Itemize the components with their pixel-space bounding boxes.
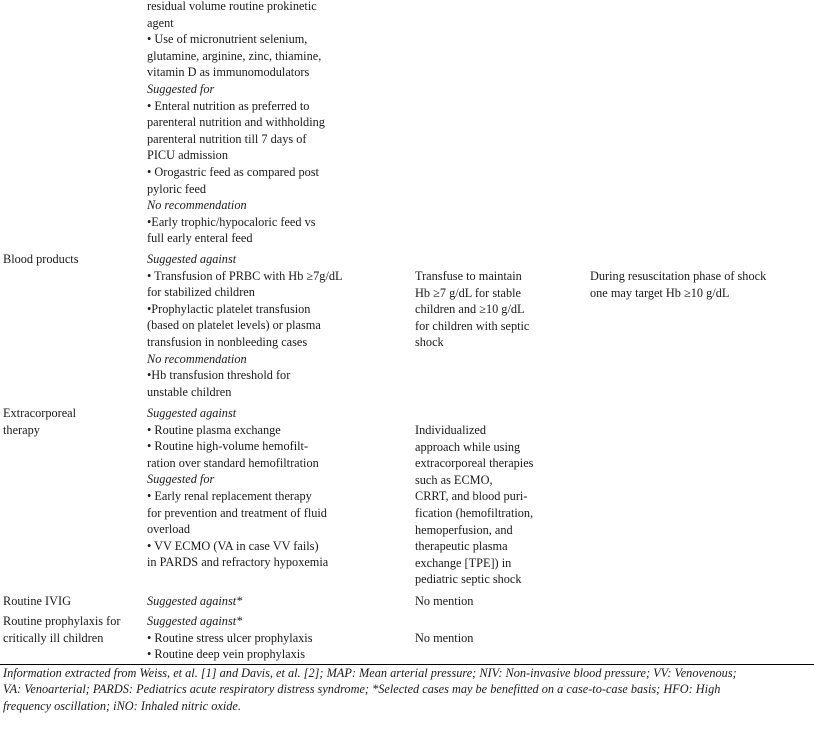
cell-line: (based on platelet levels) or plasma xyxy=(147,318,321,333)
row-extracorporeal-recommendations xyxy=(147,405,369,571)
cell-line: overload xyxy=(147,522,191,537)
cell-line: fication (hemofiltration, xyxy=(415,505,534,520)
cell-line: such as ECMO, xyxy=(415,472,493,487)
cell-line: for children with septic xyxy=(415,318,530,333)
cell-line: •Hb transfusion threshold for xyxy=(147,368,291,383)
cell-line: Extracorporeal xyxy=(3,406,77,420)
cell-line: • VV ECMO (VA in case VV fails) xyxy=(147,538,319,553)
cell-line: • Use of micronutrient selenium, xyxy=(147,32,308,47)
cell-line: pediatric septic shock xyxy=(415,572,522,587)
cell-line: therapy xyxy=(3,422,40,437)
cell-line: vitamin D as immunomodulators xyxy=(147,65,310,80)
cell-line: Suggested against* xyxy=(147,614,243,628)
cell-line: No mention xyxy=(415,630,474,645)
cell-line: Blood products xyxy=(3,252,79,266)
row-blood-products-recommendations xyxy=(147,251,369,400)
cell-line: • Routine deep vein prophylaxis xyxy=(147,647,305,662)
cell-line: ration over standard hemofiltration xyxy=(147,455,319,470)
cell-line: agent xyxy=(147,15,174,30)
cell-line: Suggested against xyxy=(147,252,237,266)
cell-line: Suggested for xyxy=(147,81,215,96)
cell-line: Transfuse to maintain xyxy=(415,269,522,283)
cell-line: pyloric feed xyxy=(147,181,207,196)
cell-line: parenteral nutrition and withholding xyxy=(147,115,325,130)
cell-line: therapeutic plasma xyxy=(415,539,508,554)
cell-line: • Enteral nutrition as preferred to xyxy=(147,98,310,113)
cell-line: • Early renal replacement therapy xyxy=(147,488,312,503)
row-blood-products-category xyxy=(3,251,143,268)
cell-line: shock xyxy=(415,335,444,350)
row-prophylaxis-category xyxy=(3,613,143,646)
cell-line: full early enteral feed xyxy=(147,231,253,246)
cell-line: critically ill children xyxy=(3,630,104,645)
cell-line: • Transfusion of PRBC with Hb ≥7g/dL xyxy=(147,268,343,283)
footnote-line: frequency oscillation; iNO: Inhaled nitric oxide. xyxy=(3,698,241,713)
cell-line: one may target Hb ≥10 g/dL xyxy=(590,285,730,300)
table-footnote xyxy=(3,665,811,714)
row-prophylaxis-col3 xyxy=(415,613,575,646)
cell-line: approach while using xyxy=(415,439,521,454)
cell-line: glutamine, arginine, zinc, thiamine, xyxy=(147,48,322,63)
row-prophylaxis-recommendations xyxy=(147,613,369,663)
row-ivig-col3 xyxy=(415,593,575,610)
cell-line: PICU admission xyxy=(147,148,228,163)
cell-line: Suggested against* xyxy=(147,594,243,608)
cell-line: residual volume routine prokinetic xyxy=(147,0,317,13)
cell-line: transfusion in nonbleeding cases xyxy=(147,334,308,349)
cell-line: for prevention and treatment of fluid xyxy=(147,505,327,520)
cell-line: During resuscitation phase of shock xyxy=(590,269,767,283)
cell-line: •Prophylactic platelet transfusion xyxy=(147,301,311,316)
cell-line: parenteral nutrition till 7 days of xyxy=(147,131,307,146)
cell-line: • Routine high-volume hemofilt- xyxy=(147,439,309,454)
cell-line: Hb ≥7 g/dL for stable xyxy=(415,285,522,300)
cell-line: Individualized xyxy=(415,423,487,437)
row-blood-products-col4 xyxy=(590,268,812,301)
cell-line: unstable children xyxy=(147,384,232,399)
cell-line: hemoperfusion, and xyxy=(415,522,513,537)
cell-line: Suggested against xyxy=(147,406,237,420)
row-ivig-category xyxy=(3,593,143,610)
cell-line: • Routine plasma exchange xyxy=(147,422,281,437)
cell-line: children and ≥10 g/dL xyxy=(415,302,525,317)
cell-line: • Orogastric feed as compared post xyxy=(147,164,319,179)
cell-line: in PARDS and refractory hypoxemia xyxy=(147,555,329,570)
row-extracorporeal-col3 xyxy=(415,422,575,588)
row-ivig-recommendations xyxy=(147,593,369,610)
cell-line: No mention xyxy=(415,594,474,608)
row-extracorporeal-category xyxy=(3,405,143,438)
cell-line: Suggested for xyxy=(147,472,215,487)
cell-line: extracorporeal therapies xyxy=(415,456,534,471)
cell-line: CRRT, and blood puri- xyxy=(415,489,528,504)
cell-line: • Routine stress ulcer prophylaxis xyxy=(147,630,313,645)
cell-line: No recommendation xyxy=(147,198,247,213)
row-blood-products-col3 xyxy=(415,268,575,351)
footnote-line: Information extracted from Weiss, et al. [1] and Davis, et al. [2]; MAP: Mean arterial pressure; NIV: Non-invasive blood pressure; VV: Venovenous; xyxy=(3,666,737,680)
cell-line: exchange [TPE]) in xyxy=(415,555,512,570)
cell-line: •Early trophic/hypocaloric feed vs xyxy=(147,214,316,229)
footnote-line: VA: Venoarterial; PARDS: Pediatrics acute respiratory distress syndrome; *Selected cases may be benefitted on a case-to-case basis; HFO: High xyxy=(3,682,721,697)
cell-line: Routine prophylaxis for xyxy=(3,614,121,628)
cell-line xyxy=(415,613,575,630)
cell-line: for stabilized children xyxy=(147,285,255,300)
cell-line: No recommendation xyxy=(147,351,247,366)
continued-recommendations xyxy=(147,0,369,247)
cell-line: Routine IVIG xyxy=(3,594,71,608)
